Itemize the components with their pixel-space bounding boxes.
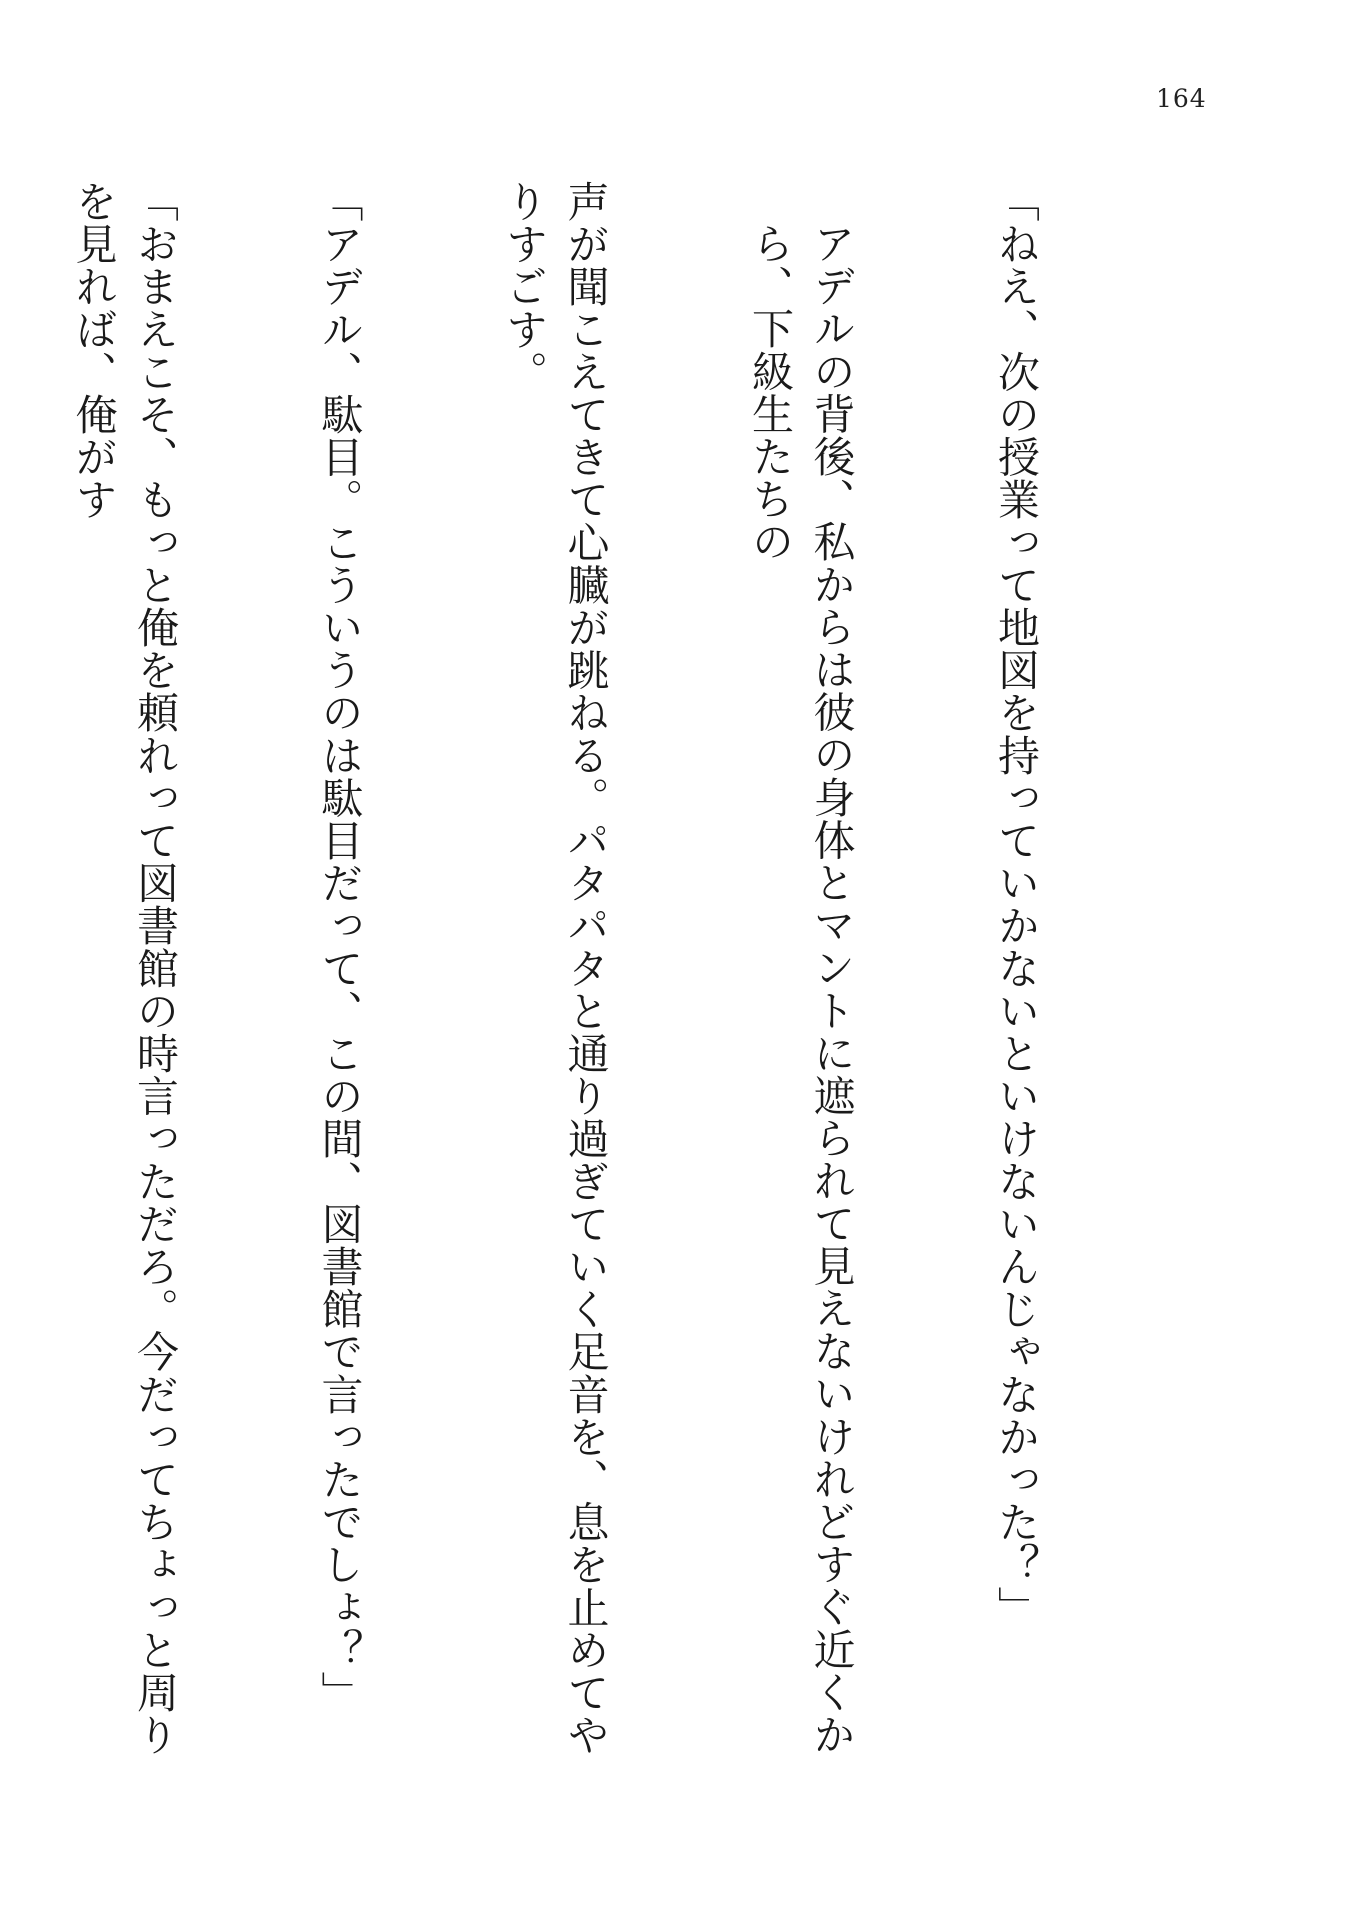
text-line: 「おまえこそ、もっと俺を頼れって図書館の時言っただろ。今だってちょっと周りを見れば、俺がす [69,180,180,1757]
text-line: 声が聞こえてきて心臓が跳ねる。パタパタと通り過ぎていく足音を、息を止めてやりすごす。 [500,180,611,1757]
text-line: アデルの背後、私からは彼の身体とマントに遮られて見えないけれどすぐ近くから、下級生たちの [746,222,857,1756]
text-line: 「ねえ、次の授業って地図を持っていかないといけないんじゃなかった？」 [992,180,1041,1629]
page-number: 164 [1156,84,1207,113]
text-line: 「アデル、駄目。こういうのは駄目だって、この間、図書館で言ったでしょ？」 [315,180,365,1714]
novel-text-block [69,180,1170,1760]
